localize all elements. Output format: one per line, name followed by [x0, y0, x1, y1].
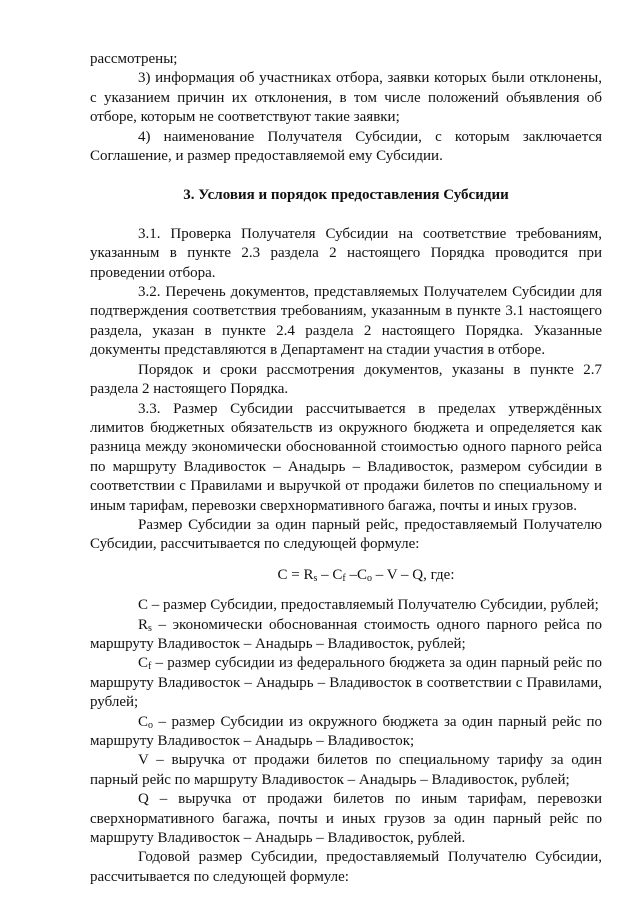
definition-cf-symbol: C: [138, 655, 149, 672]
definition-co-symbol: C: [138, 713, 149, 730]
definition-cf-sub: f: [148, 661, 152, 673]
list-item-4: 4) наименование Получателя Субсидии, с которым заключается Соглашение, и размер предоставляемой ему Субсидии.: [90, 128, 602, 165]
definition-q: Q – выручка от продажи билетов по иным тарифам, перевозки сверхнормативного багажа, почты и иных грузов за один парный рейс по маршруту Владивосток – Анадырь – Владивосток, рублей.: [90, 791, 602, 847]
paragraph-annual-intro: Годовой размер Субсидии, предоставляемый Получателю Субсидии, рассчитывается по следующей формуле:: [90, 849, 602, 885]
definition-c: C – размер Субсидии, предоставляемый Получателю Субсидии, рублей;: [138, 597, 599, 614]
paragraph-3-1: 3.1. Проверка Получателя Субсидии на соответствие требованиям, указанным в пункте 2.3 раздела 2 настоящего Порядка проводится при проведении отбора.: [90, 225, 602, 281]
definition-cf: [90, 654, 602, 712]
paragraph-formula-intro: Размер Субсидии за один парный рейс, предоставляемый Получателю Субсидии, рассчитывается по следующей формуле:: [90, 516, 602, 553]
formula-eq: = R: [287, 566, 314, 583]
definition-co-sub: o: [148, 719, 154, 731]
definition-co-text: – размер Субсидии из окружного бюджета за один парный рейс по маршруту Владивосток – Анадырь – Владивосток;: [90, 713, 602, 749]
definition-v: V – выручка от продажи билетов по специальному тарифу за один парный рейс по маршруту Владивосток – Анадырь – Владивосток, рублей;: [90, 752, 602, 788]
formula-rs-sub: s: [313, 572, 318, 584]
definition-co: [90, 713, 602, 752]
definition-rs-symbol: R: [138, 616, 149, 633]
document-page: [90, 50, 602, 887]
formula-c: C: [277, 566, 288, 583]
section-title: 3. Условия и порядок предоставления Субсидии: [183, 187, 509, 204]
formula-rest: – V – Q, где:: [372, 566, 455, 583]
definition-rs-sub: s: [148, 622, 152, 634]
paragraph-3-3: 3.3. Размер Субсидии рассчитывается в пределах утверждённых лимитов бюджетных обязательств из окружного бюджета и определяется как разница между экономически обоснованной стоимостью одного парного рейса по маршруту Владивосток – Анадырь – Владивосток, размером субсидии в соответствии с Правилами и выручкой от продажи билетов по специальному и иным тарифам, перевозки сверхнормативного багажа, почты и иных грузов.: [90, 400, 602, 514]
definition-cf-text: – размер субсидии из федерального бюджета за один парный рейс по маршруту Владивосток – Анадырь – Владивосток в соответствии с Правилами, рублей;: [90, 655, 602, 711]
paragraph-3-2: 3.2. Перечень документов, представляемых Получателем Субсидии для подтверждения соответствия требованиям, указанным в пункте 3.1 настоящего раздела, указан в пункте 2.4 раздела 2 настоящего Порядка. Указанные документы представляются в Департамент на стадии участия в отборе.: [90, 284, 602, 359]
definition-rs: [90, 616, 602, 655]
formula-cf-sub: f: [342, 572, 346, 584]
paragraph-continuation: рассмотрены;: [90, 51, 178, 67]
subsidy-formula: [90, 566, 602, 585]
formula-co-sub: o: [367, 572, 372, 584]
definition-rs-text: – экономически обоснованная стоимость одного парного рейса по маршруту Владивосток – Анадырь – Владивосток, рублей;: [90, 616, 602, 652]
list-item-3: 3) информация об участниках отбора, заявки которых были отклонены, с указанием причин их отклонения, в том числе положений объявления об отборе, которым не соответствуют такие заявки;: [90, 70, 602, 126]
paragraph-review-terms: Порядок и сроки рассмотрения документов, указаны в пункте 2.7 раздела 2 настоящего Порядка.: [90, 361, 602, 398]
formula-minus-cf: – C: [317, 566, 343, 583]
formula-minus-co: –C: [345, 566, 367, 583]
